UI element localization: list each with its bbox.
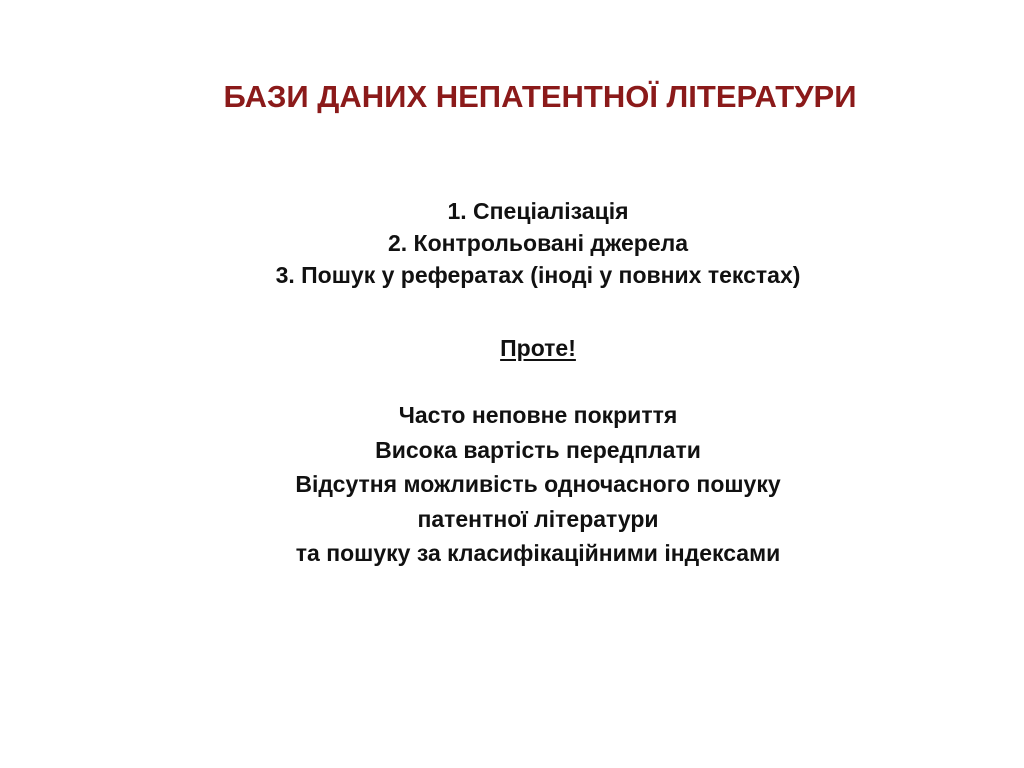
list-item: 1. Спеціалізація xyxy=(447,198,629,224)
note-line: та пошуку за класифікаційними індексами xyxy=(295,540,781,566)
however-heading xyxy=(0,332,1024,364)
note-line: Висока вартість передплати xyxy=(375,436,701,463)
list-item: 3. Пошук у рефератах (іноді у повних текстах) xyxy=(275,262,801,288)
list-item: 2. Контрольовані джерела xyxy=(387,230,689,256)
note-line: патентної літератури xyxy=(417,505,659,532)
slide-title: БАЗИ ДАНИХ НЕПАТЕНТНОЇ ЛІТЕРАТУРИ xyxy=(223,79,857,114)
drawbacks-list xyxy=(0,398,1024,571)
however-label: Проте! xyxy=(500,335,576,361)
note-line: Часто неповне покриття xyxy=(398,402,678,428)
note-line: Відсутня можливість одночасного пошуку xyxy=(295,471,781,497)
feature-list xyxy=(0,195,1024,291)
